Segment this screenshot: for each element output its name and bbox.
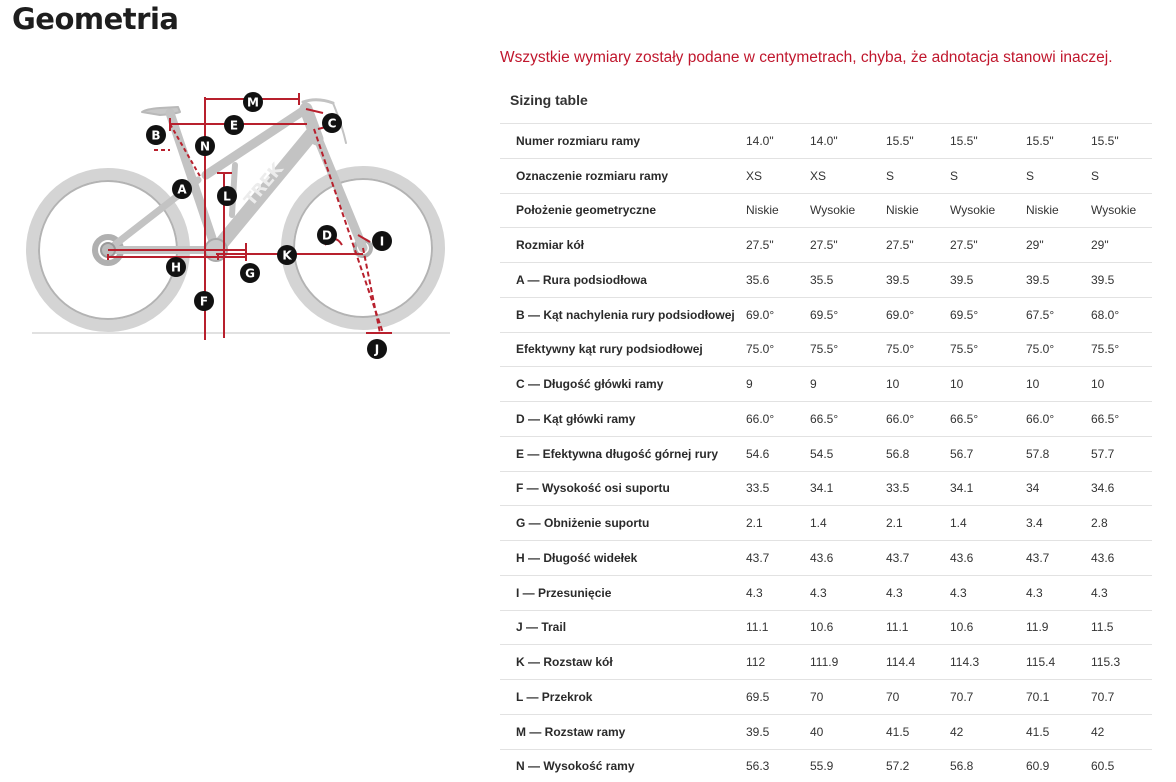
svg-text:J: J <box>374 342 380 357</box>
svg-text:N: N <box>199 139 211 154</box>
table-cell: 15.5" <box>886 124 950 159</box>
svg-text:B: B <box>151 128 161 143</box>
table-cell: 27.5" <box>810 228 886 263</box>
table-cell: 27.5" <box>746 228 810 263</box>
table-cell: 66.5° <box>950 402 1026 437</box>
measure-marker-n <box>195 136 215 156</box>
page-title: Geometria <box>12 2 179 36</box>
table-cell: 66.5° <box>1091 402 1152 437</box>
table-cell: 11.1 <box>886 610 950 645</box>
sizing-table-body <box>500 124 1152 782</box>
row-label: Rozmiar kół <box>500 228 746 263</box>
table-cell: 10.6 <box>810 610 886 645</box>
table-cell: 34.6 <box>1091 471 1152 506</box>
table-cell: 40 <box>810 714 886 749</box>
table-cell: 69.0° <box>886 297 950 332</box>
table-cell: 9 <box>810 367 886 402</box>
table-cell: 27.5" <box>886 228 950 263</box>
table-row <box>500 367 1152 402</box>
row-label: A — Rura podsiodłowa <box>500 263 746 298</box>
table-cell: 43.7 <box>746 541 810 576</box>
table-cell: 9 <box>746 367 810 402</box>
table-cell: 43.6 <box>810 541 886 576</box>
table-cell: 4.3 <box>886 575 950 610</box>
table-cell: 42 <box>950 714 1026 749</box>
table-cell: 70.7 <box>950 680 1026 715</box>
table-cell: 2.8 <box>1091 506 1152 541</box>
table-cell: 67.5° <box>1026 297 1091 332</box>
table-cell: 43.6 <box>1091 541 1152 576</box>
svg-text:C: C <box>327 116 337 131</box>
table-row <box>500 575 1152 610</box>
table-cell: S <box>950 158 1026 193</box>
measure-marker-a <box>172 179 192 199</box>
table-row <box>500 332 1152 367</box>
table-cell: Niskie <box>1026 193 1091 228</box>
row-label: B — Kąt nachylenia rury podsiodłowej <box>500 297 746 332</box>
table-cell: S <box>886 158 950 193</box>
row-label: D — Kąt główki ramy <box>500 402 746 437</box>
table-cell: 35.6 <box>746 263 810 298</box>
svg-text:L: L <box>223 189 231 204</box>
table-cell: XS <box>746 158 810 193</box>
row-label: J — Trail <box>500 610 746 645</box>
table-cell: 57.2 <box>886 749 950 782</box>
table-cell: 14.0" <box>810 124 886 159</box>
table-cell: 66.5° <box>810 402 886 437</box>
table-cell: 68.0° <box>1091 297 1152 332</box>
table-row <box>500 228 1152 263</box>
table-cell: XS <box>810 158 886 193</box>
measure-marker-m <box>243 92 263 112</box>
table-cell: 4.3 <box>810 575 886 610</box>
row-label: L — Przekrok <box>500 680 746 715</box>
table-row <box>500 158 1152 193</box>
row-label: M — Rozstaw ramy <box>500 714 746 749</box>
table-cell: 75.0° <box>1026 332 1091 367</box>
table-cell: Wysokie <box>950 193 1026 228</box>
table-row <box>500 297 1152 332</box>
table-cell: Niskie <box>886 193 950 228</box>
table-cell: 39.5 <box>1026 263 1091 298</box>
table-cell: Wysokie <box>1091 193 1152 228</box>
table-row <box>500 436 1152 471</box>
sizing-table <box>500 123 1152 782</box>
table-cell: 43.7 <box>886 541 950 576</box>
table-cell: 112 <box>746 645 810 680</box>
measure-marker-l <box>217 186 237 206</box>
table-cell: 34.1 <box>810 471 886 506</box>
row-label: K — Rozstaw kół <box>500 645 746 680</box>
table-row <box>500 645 1152 680</box>
table-cell: 57.7 <box>1091 436 1152 471</box>
table-cell: 57.8 <box>1026 436 1091 471</box>
sizing-table-container <box>500 123 1152 782</box>
table-cell: 4.3 <box>950 575 1026 610</box>
table-row <box>500 541 1152 576</box>
table-cell: 4.3 <box>1026 575 1091 610</box>
table-cell: 56.8 <box>886 436 950 471</box>
row-label: I — Przesunięcie <box>500 575 746 610</box>
table-row <box>500 749 1152 782</box>
table-cell: 70 <box>886 680 950 715</box>
table-row <box>500 471 1152 506</box>
table-cell: 66.0° <box>1026 402 1091 437</box>
table-cell: 75.5° <box>950 332 1026 367</box>
table-cell: 56.3 <box>746 749 810 782</box>
table-cell: 2.1 <box>886 506 950 541</box>
table-row <box>500 714 1152 749</box>
measure-marker-k <box>277 245 297 265</box>
measure-marker-h <box>166 257 186 277</box>
table-cell: 69.0° <box>746 297 810 332</box>
table-cell: 39.5 <box>886 263 950 298</box>
svg-text:H: H <box>170 260 182 275</box>
table-cell: 55.9 <box>810 749 886 782</box>
svg-text:M: M <box>247 95 259 110</box>
table-cell: 3.4 <box>1026 506 1091 541</box>
table-cell: 11.1 <box>746 610 810 645</box>
table-cell: 66.0° <box>746 402 810 437</box>
measure-marker-e <box>224 115 244 135</box>
table-cell: 70.1 <box>1026 680 1091 715</box>
table-cell: 33.5 <box>886 471 950 506</box>
table-cell: 56.8 <box>950 749 1026 782</box>
row-label: Oznaczenie rozmiaru ramy <box>500 158 746 193</box>
table-cell: 60.9 <box>1026 749 1091 782</box>
table-row <box>500 193 1152 228</box>
row-label: N — Wysokość ramy <box>500 749 746 782</box>
table-cell: 115.3 <box>1091 645 1152 680</box>
table-cell: 39.5 <box>950 263 1026 298</box>
row-label: E — Efektywna długość górnej rury <box>500 436 746 471</box>
table-cell: 54.6 <box>746 436 810 471</box>
table-cell: 69.5 <box>746 680 810 715</box>
table-cell: 10 <box>950 367 1026 402</box>
row-label: F — Wysokość osi suportu <box>500 471 746 506</box>
table-cell: 29" <box>1026 228 1091 263</box>
table-cell: S <box>1026 158 1091 193</box>
table-cell: 75.5° <box>1091 332 1152 367</box>
table-cell: 41.5 <box>886 714 950 749</box>
table-cell: 15.5" <box>1091 124 1152 159</box>
table-cell: 56.7 <box>950 436 1026 471</box>
table-cell: 11.5 <box>1091 610 1152 645</box>
table-cell: 114.4 <box>886 645 950 680</box>
svg-text:E: E <box>229 118 239 133</box>
svg-text:I: I <box>379 234 385 249</box>
table-cell: 2.1 <box>746 506 810 541</box>
units-note: Wszystkie wymiary zostały podane w centymetrach, chyba, że adnotacja stanowi inaczej. <box>500 49 1113 66</box>
table-cell: 15.5" <box>950 124 1026 159</box>
table-cell: 60.5 <box>1091 749 1152 782</box>
table-cell: 34 <box>1026 471 1091 506</box>
table-cell: 43.6 <box>950 541 1026 576</box>
measure-marker-g <box>240 263 260 283</box>
table-row <box>500 263 1152 298</box>
table-cell: 41.5 <box>1026 714 1091 749</box>
table-row <box>500 680 1152 715</box>
row-label: Efektywny kąt rury podsiodłowej <box>500 332 746 367</box>
table-cell: 39.5 <box>1091 263 1152 298</box>
sizing-table-heading: Sizing table <box>510 92 588 108</box>
table-cell: 10 <box>1091 367 1152 402</box>
measure-marker-d <box>317 225 337 245</box>
row-label: Położenie geometryczne <box>500 193 746 228</box>
table-cell: 1.4 <box>950 506 1026 541</box>
svg-text:A: A <box>177 182 187 197</box>
table-cell: 27.5" <box>950 228 1026 263</box>
table-cell: 33.5 <box>746 471 810 506</box>
table-cell: 34.1 <box>950 471 1026 506</box>
svg-text:K: K <box>282 248 292 263</box>
bike-geometry-diagram <box>20 85 460 370</box>
table-cell: 4.3 <box>746 575 810 610</box>
row-label: C — Długość główki ramy <box>500 367 746 402</box>
table-cell: S <box>1091 158 1152 193</box>
table-cell: 15.5" <box>1026 124 1091 159</box>
table-cell: 66.0° <box>886 402 950 437</box>
table-cell: 75.5° <box>810 332 886 367</box>
table-cell: 10.6 <box>950 610 1026 645</box>
table-cell: 75.0° <box>746 332 810 367</box>
svg-text:F: F <box>199 294 209 309</box>
table-row <box>500 610 1152 645</box>
table-cell: Wysokie <box>810 193 886 228</box>
table-cell: 69.5° <box>810 297 886 332</box>
table-cell: 42 <box>1091 714 1152 749</box>
table-cell: 4.3 <box>1091 575 1152 610</box>
frame-logo-text: TREK <box>240 159 288 211</box>
table-row <box>500 506 1152 541</box>
table-cell: 10 <box>1026 367 1091 402</box>
table-row <box>500 402 1152 437</box>
table-cell: 111.9 <box>810 645 886 680</box>
table-cell: 54.5 <box>810 436 886 471</box>
row-label: Numer rozmiaru ramy <box>500 124 746 159</box>
table-row <box>500 124 1152 159</box>
row-label: H — Długość widełek <box>500 541 746 576</box>
row-label: G — Obniżenie suportu <box>500 506 746 541</box>
table-cell: 39.5 <box>746 714 810 749</box>
table-cell: 75.0° <box>886 332 950 367</box>
table-cell: Niskie <box>746 193 810 228</box>
measure-marker-i <box>372 231 392 251</box>
table-cell: 70 <box>810 680 886 715</box>
measure-marker-j <box>367 339 387 359</box>
measure-marker-c <box>322 113 342 133</box>
measure-marker-f <box>194 291 214 311</box>
table-cell: 14.0" <box>746 124 810 159</box>
table-cell: 10 <box>886 367 950 402</box>
table-cell: 115.4 <box>1026 645 1091 680</box>
table-cell: 1.4 <box>810 506 886 541</box>
table-cell: 35.5 <box>810 263 886 298</box>
table-cell: 43.7 <box>1026 541 1091 576</box>
svg-text:G: G <box>245 266 255 281</box>
table-cell: 11.9 <box>1026 610 1091 645</box>
table-cell: 29" <box>1091 228 1152 263</box>
table-cell: 114.3 <box>950 645 1026 680</box>
measure-marker-b <box>146 125 166 145</box>
table-cell: 69.5° <box>950 297 1026 332</box>
table-cell: 70.7 <box>1091 680 1152 715</box>
svg-text:D: D <box>322 228 332 243</box>
